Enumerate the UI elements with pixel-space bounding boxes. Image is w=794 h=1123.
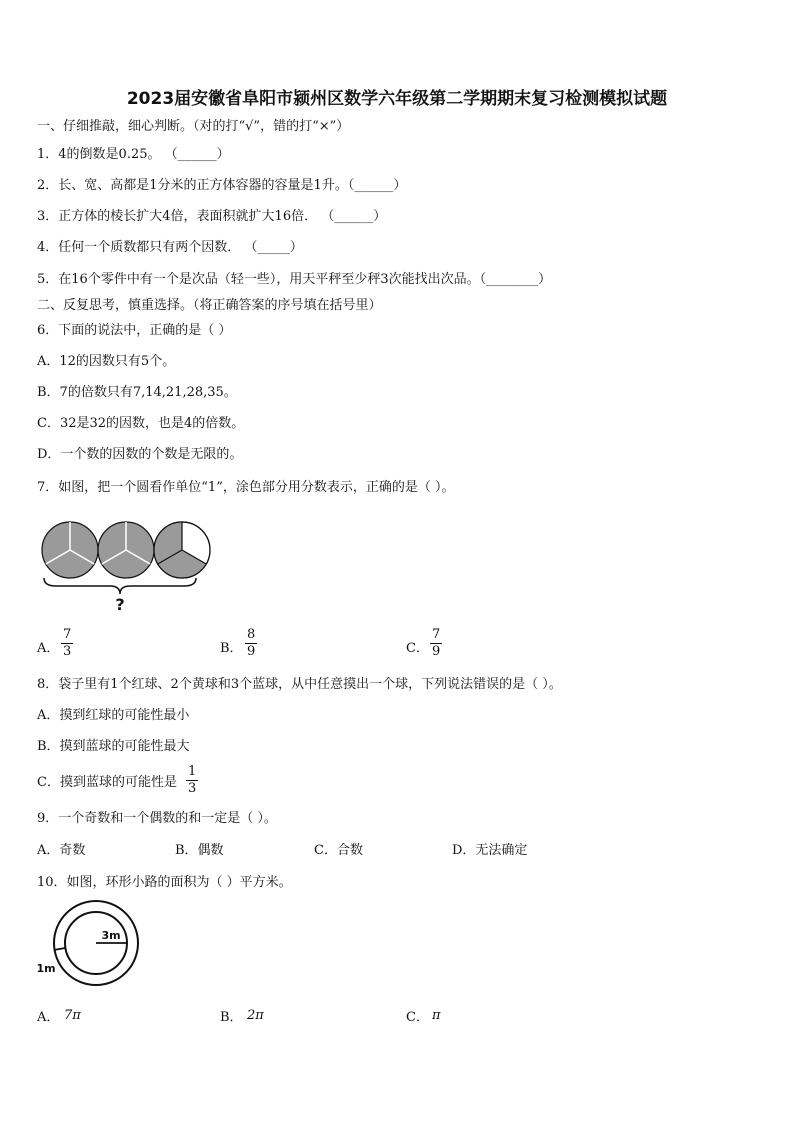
question-8-option-c: C．摸到蓝球的可能性是	[37, 775, 177, 790]
question-6-option-c: C．32是32的因数，也是4的倍数。	[37, 416, 245, 431]
question-7: 7．如图，把一个圆看作单位“1”，涂色部分用分数表示，正确的是（ ）。	[37, 480, 455, 495]
section-1-heading: 一、仔细推敲，细心判断。（对的打“√”，错的打“×”）	[37, 119, 350, 134]
question-10: 10．如图，环形小路的面积为（ ）平方米。	[37, 875, 292, 890]
question-7-option-b-fraction	[245, 628, 257, 659]
circle-3	[154, 522, 210, 578]
circle-1	[42, 522, 98, 578]
question-7-option-c-label: C．	[406, 641, 429, 656]
ring-width-label: 1m	[36, 962, 56, 975]
question-9-option-a: A．奇数	[37, 843, 86, 858]
question-10-option-b-label: B．	[220, 1010, 243, 1025]
numerator: 1	[188, 764, 197, 779]
numerator: 8	[247, 627, 256, 642]
question-10-figure	[34, 898, 144, 988]
question-8-option-c-fraction	[186, 765, 198, 796]
question-2: 2．长、宽、高都是1分米的正方体容器的容量是1升。（______）	[37, 178, 407, 193]
question-9: 9．一个奇数和一个偶数的和一定是（ ）。	[37, 811, 277, 826]
question-10-option-c-value: π	[432, 1008, 441, 1023]
numerator: 7	[432, 627, 441, 642]
question-10-option-b-value: 2π	[247, 1008, 264, 1023]
page-title: 2023届安徽省阜阳市颍州区数学六年级第二学期期末复习检测模拟试题	[126, 89, 668, 109]
section-2-heading: 二、反复思考，慎重选择。（将正确答案的序号填在括号里）	[37, 298, 382, 313]
question-7-option-c-fraction	[430, 628, 442, 659]
question-9-option-c: C．合数	[314, 843, 363, 858]
question-6-option-b: B．7的倍数只有7,14,21,28,35。	[37, 385, 237, 400]
question-7-figure	[36, 516, 216, 616]
question-9-option-b: B．偶数	[175, 843, 224, 858]
circle-2	[98, 522, 154, 578]
question-10-option-c-label: C．	[406, 1010, 429, 1025]
question-10-option-a-value: 7π	[64, 1008, 81, 1023]
question-3: 3．正方体的棱长扩大4倍，表面积就扩大16倍． （______）	[37, 209, 387, 224]
brace	[44, 578, 196, 594]
question-8-option-a: A．摸到红球的可能性最小	[37, 708, 190, 723]
denominator: 3	[188, 781, 197, 796]
numerator: 7	[63, 627, 72, 642]
question-7-option-a-label: A．	[37, 641, 60, 656]
question-6-option-d: D．一个数的因数的个数是无限的。	[37, 447, 243, 462]
question-6: 6．下面的说法中，正确的是（ ）	[37, 323, 232, 338]
denominator: 9	[432, 644, 441, 659]
question-9-option-d: D．无法确定	[452, 843, 528, 858]
question-7-option-b-label: B．	[220, 641, 243, 656]
question-1: 1．4的倒数是0.25。 （______）	[37, 147, 230, 162]
denominator: 3	[63, 644, 72, 659]
ring-width-line	[54, 948, 65, 950]
inner-radius-label: 3m	[101, 929, 121, 942]
question-7-option-a-fraction	[61, 628, 73, 659]
question-8: 8．袋子里有1个红球、2个黄球和3个蓝球，从中任意摸出一个球，下列说法错误的是（ ）。	[37, 677, 562, 692]
question-5: 5．在16个零件中有一个是次品（轻一些），用天平秤至少秤3次能找出次品。（________）	[37, 272, 552, 287]
question-6-option-a: A．12的因数只有5个。	[37, 354, 176, 369]
question-mark: ?	[115, 595, 125, 614]
question-4: 4．任何一个质数都只有两个因数． （_____）	[37, 240, 303, 255]
question-10-option-a-label: A．	[37, 1010, 60, 1025]
question-8-option-b: B．摸到蓝球的可能性最大	[37, 739, 190, 754]
denominator: 9	[247, 644, 256, 659]
